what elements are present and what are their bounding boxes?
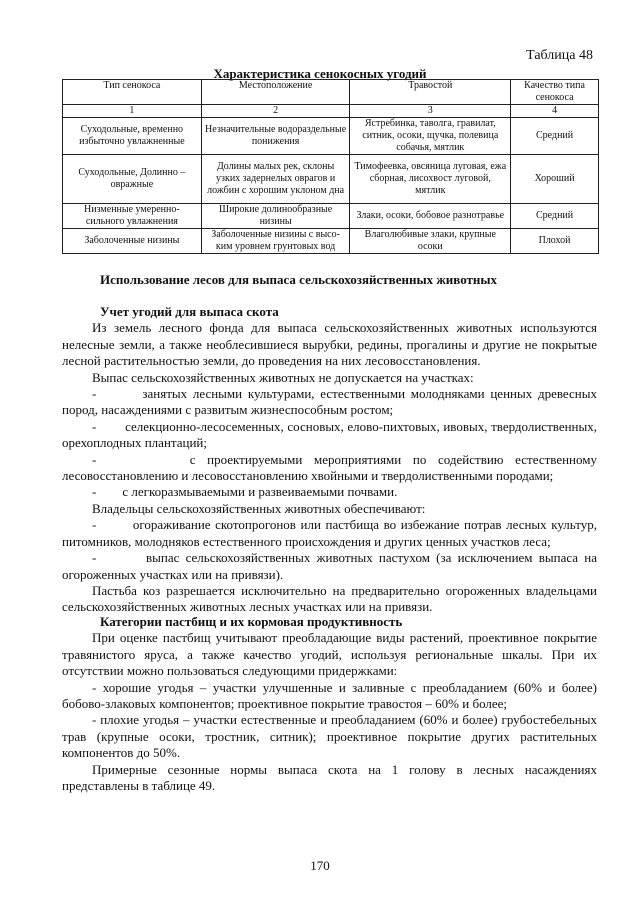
table-cell: Заболоченные низины [63,229,202,254]
list-item-text: с легкоразмываемыми и развеиваемыми почвами. [122,484,398,500]
table-cell: Долины малых рек, склоны узких задернелых оврагов и ложбин с хорошим уклоном дна [201,155,350,204]
table-cell: Широкие долинообразные низины [201,204,350,229]
list-item-text: селекционно-лесосеменных, сосновых, елово-пихтовых, ивовых, твердолиственных, орехоплодных плантаций; [62,418,597,451]
table-row [63,118,599,155]
hayfield-table [62,79,599,254]
table-cell: Злаки, осоки, бобовое разнотравье [350,204,511,229]
page-number: 170 [310,858,330,873]
table-cell: Плохой [511,229,599,254]
subsection-title: Категории пастбищ и их кормовая продуктивность [100,614,403,629]
list-item: - с проектируемыми мероприятиями по содействию естественному лесовосстановлению и лесовосстановлению хвойными и твердолиственными породами; [62,451,597,484]
paragraph: Примерные сезонные нормы выпаса скота на 1 голову в лесных насаждениях представлены в таблице 49. [62,761,597,794]
list-item-text: занятых лесными культурами, естественными молодняками ценных древесных пород, насаждениями с развитым жизнеспособным ростом; [62,386,597,418]
column-header: Тип сенокоса [63,80,202,105]
list-item-text: выпас сельскохозяйственных животных пастухом (за исключением выпаса на огороженных участках или на привязи). [62,550,597,582]
table-cell: Суходольные, Долинно – овражные [63,155,202,204]
list-item-text: огораживание скотопрогонов или пастбища во избежание потрав лесных культур, питомников, молодняков естественного происхождения и других ценных участков леса; [62,517,597,549]
section-title: Использование лесов для выпаса сельскохозяйственных животных [100,272,498,287]
table-cell: Средний [511,118,599,155]
table-cell: Средний [511,204,599,229]
table-cell: Влаголюбивые злаки, крупные осоки [350,229,511,254]
column-header: Травостой [350,80,511,105]
subsection-title: Учет угодий для выпаса скота [100,304,279,319]
list-item: - занятых лесными культурами, естественными молодняками ценных древесных пород, насаждениями с развитым жизнеспособным ростом; [62,386,597,418]
table-row [63,155,599,204]
list-item: - огораживание скотопрогонов или пастбища во избежание потрав лесных культур, питомников, молодняков естественного происхождения и других ценных участков леса; [62,517,597,549]
paragraph: Из земель лесного фонда для выпаса сельскохозяйственных животных используются нелесные земли, а также необлесившиеся вырубки, редины, прогалины и другие не покрытые лесной растительностью земли, до проведения на них лесовосстановления. [62,320,597,369]
list-item: - с легкоразмываемыми и развеиваемыми почвами. [92,484,398,500]
paragraph: Пастьба коз разрешается исключительно на предварительно огороженных владельцами сельскохозяйственных животных лесных участках или на привязи. [62,582,597,615]
paragraph: При оценке пастбищ учитывают преобладающие виды растений, проективное покрытие травянистого яруса, а также качество угодий, используя региональные шкалы. При их отсутствии можно пользоваться следующими придержками: [62,630,597,679]
table-number: Таблица 48 [526,48,593,63]
table-cell: Незначительные водораздельные понижения [201,118,350,155]
column-header: Качество типа сенокоса [511,80,599,105]
subsection-pasture-categories [62,614,597,794]
paragraph: - хорошие угодья – участки улучшенные и заливные с преобладанием (60% и более) бобово-злаковых компонентов; проективное покрытие травостоя – 60% и более; [62,679,597,712]
table-cell: Ястребинка, таволга, гравилат, ситник, осоки, щучка, полевица собачья, мятлик [350,118,511,155]
column-number: 2 [201,105,350,118]
column-number: 1 [63,105,202,118]
column-header: Местоположение [201,80,350,105]
table-title: Характеристика сенокосных угодий [213,66,427,81]
table-row [63,229,599,254]
paragraph: Владельцы сельскохозяйственных животных обеспечивают: [92,500,426,516]
paragraph: Выпас сельскохозяйственных животных не допускается на участках: [92,369,474,385]
table-cell: Тимофеевка, овсяница луговая, ежа сборная, лисохвост луговой, мятлик [350,155,511,204]
paragraph: - плохие угодья – участки естественные и преобладанием (60% и более) грубостебельных трав (крупные осоки, тростник, ситник); проективное покрытие других растительных компонентов до 50%. [62,712,597,761]
subsection-land-accounting [62,304,597,616]
table-cell: Хороший [511,155,599,204]
table-cell: Низменные умеренно-сильного увлажнения [63,204,202,229]
list-item-text: с проектируемыми мероприятиями по содействию естественному лесовосстановлению и лесовосстановлению хвойными и твердолиственными породами; [62,451,597,484]
table-cell: Заболоченные низины с высо-ким уровнем грунтовых вод [201,229,350,254]
table-row [63,204,599,229]
column-number: 3 [350,105,511,118]
section-forest-grazing [90,272,597,288]
list-item: - селекционно-лесосеменных, сосновых, елово-пихтовых, ивовых, твердолиственных, орехоплодных плантаций; [62,418,597,451]
column-number: 4 [511,105,599,118]
list-item: - выпас сельскохозяйственных животных пастухом (за исключением выпаса на огороженных участках или на привязи). [62,550,597,582]
table-cell: Суходольные, временно избыточно увлажненные [63,118,202,155]
